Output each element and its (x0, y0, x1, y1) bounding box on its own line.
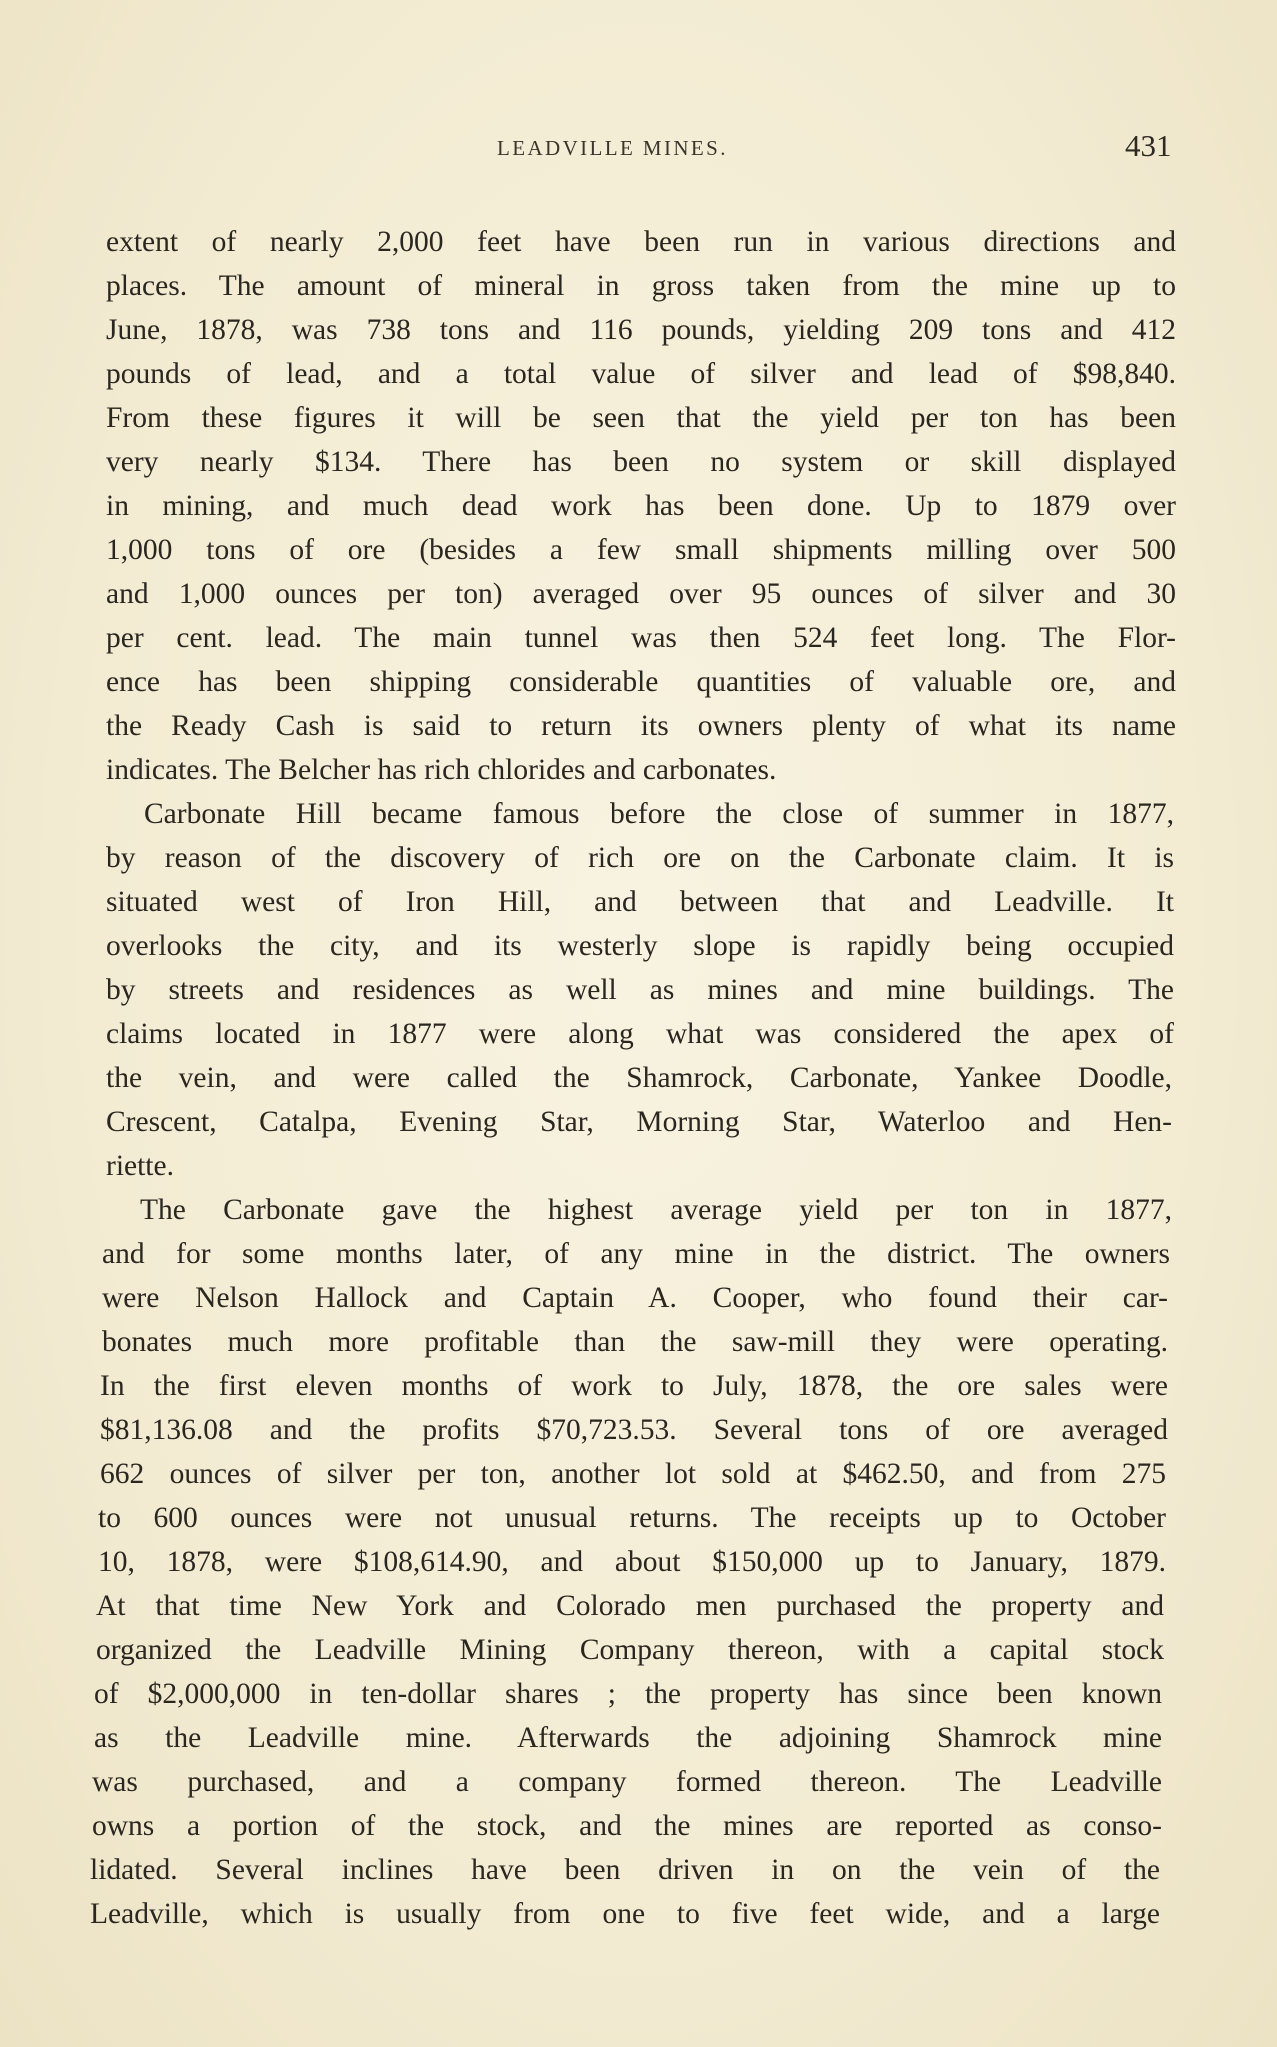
text-line: lidated. Several inclines have been driven in on the vein of the (90, 1854, 1160, 1886)
text-line: overlooks the city, and its westerly slope is rapidly being occupied (106, 930, 1174, 962)
text-line: At that time New York and Colorado men purchased the property and (96, 1590, 1164, 1622)
text-line: $81,136.08 and the profits $70,723.53. Several tons of ore averaged (100, 1414, 1168, 1446)
text-line: the vein, and were called the Shamrock, Carbonate, Yankee Doodle, (106, 1062, 1172, 1094)
text-line: Carbonate Hill became famous before the close of summer in 1877, (144, 798, 1174, 830)
text-line: per cent. lead. The main tunnel was then 524 feet long. The Flor- (106, 622, 1176, 654)
text-line: bonates much more profitable than the saw-mill they were operating. (102, 1326, 1168, 1358)
text-line: 10, 1878, were $108,614.90, and about $150,000 up to January, 1879. (98, 1546, 1166, 1578)
text-line: indicates. The Belcher has rich chlorides and carbonates. (106, 754, 777, 786)
text-line: organized the Leadville Mining Company thereon, with a capital stock (96, 1634, 1164, 1666)
text-line: pounds of lead, and a total value of silver and lead of $98,840. (106, 358, 1176, 390)
text-line: very nearly $134. There has been no system or skill displayed (106, 446, 1176, 478)
text-line: claims located in 1877 were along what was considered the apex of (106, 1018, 1174, 1050)
text-line: was purchased, and a company formed thereon. The Leadville (92, 1766, 1162, 1798)
text-line: were Nelson Hallock and Captain A. Cooper, who found their car- (102, 1282, 1168, 1314)
text-line: 662 ounces of silver per ton, another lot sold at $462.50, and from 275 (100, 1458, 1166, 1490)
text-line: by reason of the discovery of rich ore on the Carbonate claim. It is (106, 842, 1174, 874)
text-line: ence has been shipping considerable quantities of valuable ore, and (106, 666, 1176, 698)
text-line: extent of nearly 2,000 feet have been run in various directions and (106, 226, 1176, 258)
text-line: as the Leadville mine. Afterwards the adjoining Shamrock mine (94, 1722, 1162, 1754)
text-line: of $2,000,000 in ten-dollar shares ; the property has since been known (94, 1678, 1162, 1710)
running-title: LEADVILLE MINES. (497, 136, 728, 160)
text-line: June, 1878, was 738 tons and 116 pounds, yielding 209 tons and 412 (106, 314, 1176, 346)
text-line: riette. (106, 1150, 174, 1182)
page-number: 431 (1125, 128, 1172, 163)
text-line: 1,000 tons of ore (besides a few small shipments milling over 500 (106, 534, 1176, 566)
text-line: Leadville, which is usually from one to five feet wide, and a large (90, 1898, 1160, 1930)
text-line: to 600 ounces were not unusual returns. The receipts up to October (98, 1502, 1166, 1534)
text-line: places. The amount of mineral in gross taken from the mine up to (106, 270, 1176, 302)
text-line: and for some months later, of any mine in the district. The owners (102, 1238, 1170, 1270)
text-line: From these figures it will be seen that the yield per ton has been (106, 402, 1176, 434)
text-line: by streets and residences as well as mines and mine buildings. The (106, 974, 1174, 1006)
text-line: The Carbonate gave the highest average yield per ton in 1877, (140, 1194, 1172, 1226)
text-line: In the first eleven months of work to July, 1878, the ore sales were (100, 1370, 1168, 1402)
text-line: owns a portion of the stock, and the mines are reported as conso- (92, 1810, 1162, 1842)
text-line: and 1,000 ounces per ton) averaged over 95 ounces of silver and 30 (106, 578, 1176, 610)
text-line: Crescent, Catalpa, Evening Star, Morning Star, Waterloo and Hen- (106, 1106, 1172, 1138)
text-line: in mining, and much dead work has been done. Up to 1879 over (106, 490, 1176, 522)
running-head (0, 128, 1277, 168)
text-line: situated west of Iron Hill, and between that and Leadville. It (106, 886, 1174, 918)
text-line: the Ready Cash is said to return its owners plenty of what its name (106, 710, 1176, 742)
